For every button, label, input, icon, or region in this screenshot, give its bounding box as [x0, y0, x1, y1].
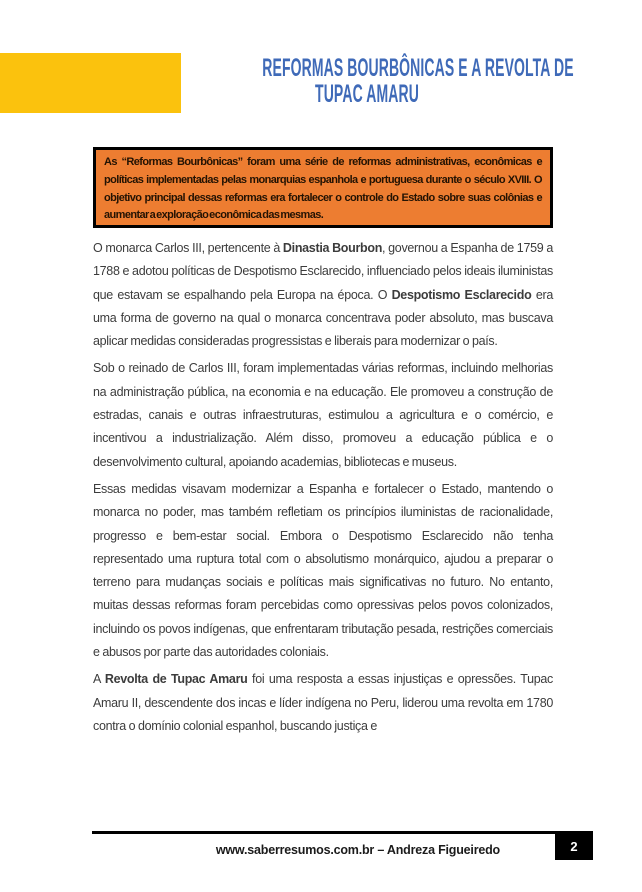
footer-credit: www.saberresumos.com.br – Andreza Figueiredo: [215, 843, 500, 857]
page-title: [180, 54, 574, 108]
paragraph-text: era uma forma de governo na qual o monarca concentrava poder absoluto, mas buscava aplicar medidas consideradas progressistas e liberais para modernizar o país.: [93, 287, 553, 349]
paragraph-text: foi uma resposta a essas injustiças e opressões. Tupac Amaru II, descendente dos incas e líder indígena no Peru, liderou uma revolta em 1780 contra o domínio colonial espanhol, buscando justiça e: [93, 672, 553, 733]
summary-text: As “Reformas Bourbônicas” foram uma série de reformas administrativas, econômicas e políticas implementadas pelas monarquias espanhola e portuguesa durante o século XVIII. O objetivo principal dessas reformas era fortalecer o controle do Estado sobre suas colônias e aumentar a exploração econômica das mesmas.: [104, 156, 542, 222]
page-number: 2: [570, 838, 578, 854]
page-number-badge: [555, 832, 593, 860]
paragraph-text: O monarca Carlos III, pertencente à: [93, 241, 283, 255]
paragraph: [93, 478, 553, 664]
paragraph-text: Essas medidas visavam modernizar a Espanha e fortalecer o Estado, mantendo o monarca no poder, mas também refletiam os princípios iluministas de racionalidade, progresso e bem-estar social. Embora o Despotismo Esclarecido não tenha representado uma ruptura total com o absolutismo monárquico, ajudou a preparar o terreno para mudanças sociais e políticas mais significativas no futuro. No entanto, muitas dessas reformas foram percebidas como opressivas pelos povos colonizados, incluindo os povos indígenas, que enfrentaram tributação pesada, restrições comerciais e abusos por parte das autoridades coloniais.: [93, 481, 553, 660]
page-title-line-1: REFORMAS BOURBÔNICAS E A REVOLTA DE: [262, 54, 574, 82]
paragraph-text: A: [93, 672, 105, 687]
paragraph: [93, 237, 553, 353]
header-accent-bar: [0, 53, 181, 113]
page-title-line-2: TUPAC AMARU: [315, 80, 419, 108]
paragraph-text: Sob o reinado de Carlos III, foram implementadas várias reformas, incluindo melhorias na administração pública, na economia e na educação. Ele promoveu a construção de estradas, canais e outras infraestruturas, estimulou a agricultura e o comércio, e incentivou a industrialização. Além disso, promoveu a educação pública e o desenvolvimento cultural, apoiando academias, bibliotecas e museus.: [93, 361, 553, 469]
body-content: [93, 237, 553, 742]
paragraph: [93, 357, 553, 473]
paragraph-bold-term: Revolta de Tupac Amaru: [104, 672, 248, 687]
paragraph: [93, 668, 553, 738]
paragraph-bold-term: Dinastia Bourbon: [282, 241, 383, 255]
summary-box: [93, 147, 553, 228]
paragraph-text: , governou a Espanha de 1759 a 1788 e adotou políticas de Despotismo Esclarecido, influenciado pelos ideais iluministas que estavam se espalhando pela Europa na época. O: [93, 241, 553, 302]
paragraph-bold-term: Despotismo Esclarecido: [391, 287, 532, 302]
footer-divider: [92, 831, 593, 834]
